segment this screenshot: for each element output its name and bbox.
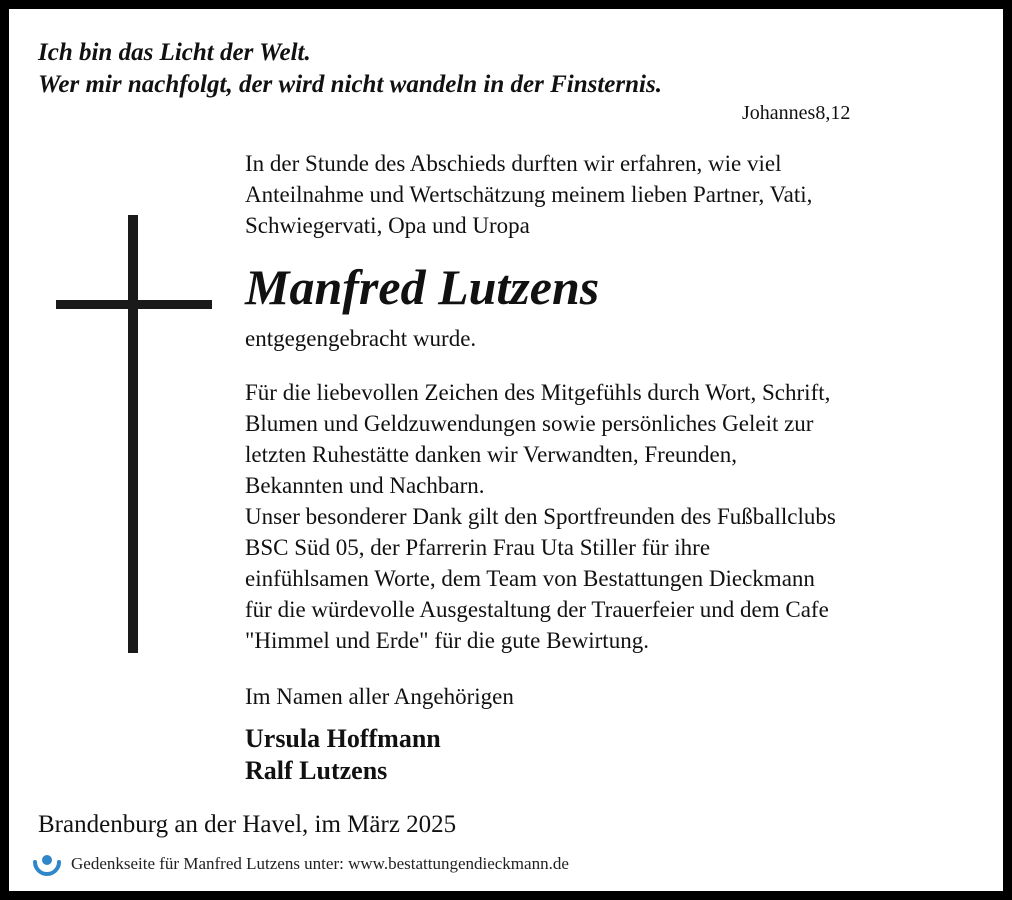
thanks-paragraph — [245, 377, 836, 656]
obituary-notice — [9, 9, 1003, 891]
deceased-name: Manfred Lutzens — [245, 259, 600, 315]
signers — [245, 723, 441, 787]
bible-quote — [38, 37, 662, 101]
memorial-logo-icon — [31, 848, 63, 880]
place-date: Brandenburg an der Havel, im März 2025 — [38, 811, 457, 838]
quote-line: Ich bin das Licht der Welt. — [38, 39, 311, 66]
cross-icon — [56, 215, 212, 653]
on-behalf-text: Im Namen aller Angehörigen — [245, 684, 514, 709]
text-line: einfühlsamen Worte, dem Team von Bestattungen Dieckmann — [245, 566, 815, 591]
footer — [31, 847, 569, 881]
intro-paragraph — [245, 148, 812, 241]
text-line: BSC Süd 05, der Pfarrerin Frau Uta Stiller für ihre — [245, 535, 711, 560]
text-line: "Himmel und Erde" für die gute Bewirtung. — [245, 628, 649, 653]
text-line: In der Stunde des Abschieds durften wir erfahren, wie viel — [245, 151, 782, 176]
text-line: Anteilnahme und Wertschätzung meinem lieben Partner, Vati, — [245, 182, 813, 207]
cross-horizontal-beam — [56, 300, 212, 309]
cross-vertical-beam — [128, 215, 138, 653]
text-line: Unser besonderer Dank gilt den Sportfreunden des Fußballclubs — [245, 504, 836, 529]
text-line: Für die liebevollen Zeichen des Mitgefühls durch Wort, Schrift, — [245, 380, 831, 405]
received-text: entgegengebracht wurde. — [245, 326, 477, 351]
verse-reference: Johannes8,12 — [742, 102, 851, 124]
text-line: Schwiegervati, Opa und Uropa — [245, 213, 530, 238]
text-line: Bekannten und Nachbarn. — [245, 473, 485, 498]
signer-name: Ursula Hoffmann — [245, 724, 441, 753]
text-line: für die würdevolle Ausgestaltung der Trauerfeier und dem Cafe — [245, 597, 829, 622]
text-line: Blumen und Geldzuwendungen sowie persönliches Geleit zur — [245, 411, 814, 436]
quote-line: Wer mir nachfolgt, der wird nicht wandeln in der Finsternis. — [38, 71, 662, 98]
text-line: letzten Ruhestätte danken wir Verwandten, Freunden, — [245, 442, 738, 467]
signer-name: Ralf Lutzens — [245, 756, 388, 785]
memorial-page-link[interactable]: Gedenkseite für Manfred Lutzens unter: www.bestattungendieckmann.de — [71, 854, 569, 873]
